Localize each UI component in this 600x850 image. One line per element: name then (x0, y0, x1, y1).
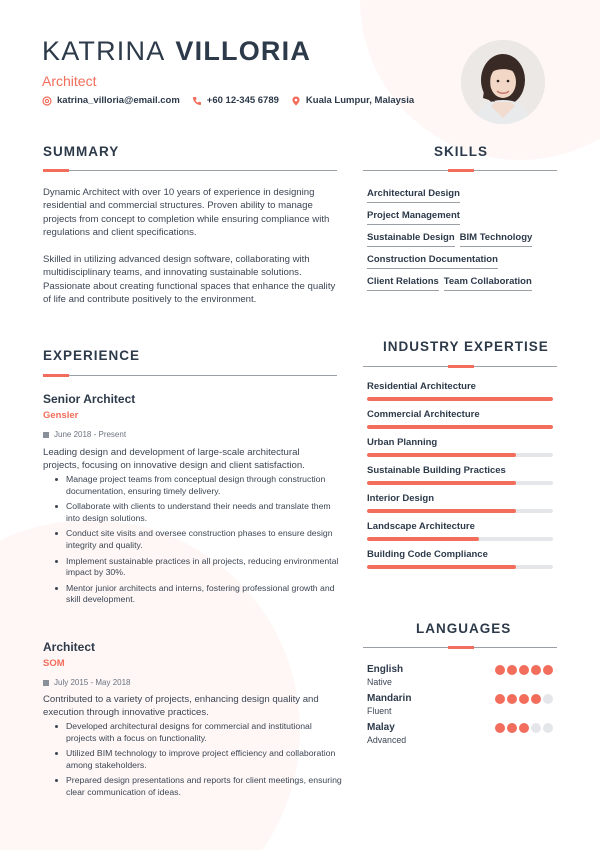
skill-tag: BIM Technology (460, 232, 533, 247)
rating-dot-filled (507, 694, 517, 704)
list-item: Collaborate with clients to understand their needs and translate them into design solutions. (52, 501, 342, 524)
job-dates-text: June 2018 - Present (54, 430, 127, 439)
rating-dot-filled (507, 665, 517, 675)
expertise-label: Urban Planning (367, 437, 438, 448)
rating-dot-empty (531, 723, 541, 733)
rating-dot-empty (543, 694, 553, 704)
summary-accent-bar (43, 169, 69, 172)
list-item: Conduct site visits and oversee construction phases to ensure design integrity and quality. (52, 528, 342, 551)
profile-photo (461, 40, 545, 124)
job-dates (43, 678, 131, 687)
list-item: Manage project teams from conceptual design through construction documentation, ensuring timely delivery. (52, 474, 342, 497)
language-rating (495, 694, 553, 704)
expertise-bar-track (367, 509, 553, 513)
skill-tag: Construction Documentation (367, 254, 498, 269)
company-name: SOM (43, 658, 65, 669)
rating-dot-filled (519, 723, 529, 733)
expertise-item (367, 437, 553, 457)
language-level: Native (367, 677, 392, 687)
list-item: Mentor junior architects and interns, fostering professional growth and skill development. (52, 583, 342, 606)
language-item (367, 693, 555, 716)
expertise-item (367, 409, 553, 429)
expertise-bar-fill (367, 453, 516, 457)
calendar-icon (43, 680, 49, 686)
language-rating (495, 723, 553, 733)
summary-heading: SUMMARY (43, 144, 120, 159)
expertise-label: Commercial Architecture (367, 409, 480, 420)
expertise-heading: INDUSTRY EXPERTISE (383, 339, 549, 354)
at-icon (42, 96, 52, 106)
experience-divider (43, 375, 337, 376)
job-bullets (52, 474, 342, 610)
language-rating (495, 665, 553, 675)
expertise-item (367, 465, 553, 485)
job-description: Leading design and development of large-scale architectural projects, focusing on innovative design and client satisfaction. (43, 447, 305, 472)
expertise-label: Interior Design (367, 493, 435, 504)
summary-paragraph-1: Dynamic Architect with over 10 years of experience in designing residential and commercial structures. Proven ability to manage projects from concept to completion while ensuring compliance with regulations and client specifications. (43, 187, 330, 238)
expertise-label: Sustainable Building Practices (367, 465, 506, 476)
expertise-label: Residential Architecture (367, 381, 476, 392)
expertise-bar-track (367, 397, 553, 401)
expertise-bar-track (367, 453, 553, 457)
job-headline: Architect (42, 73, 97, 89)
expertise-item (367, 549, 553, 569)
rating-dot-empty (543, 723, 553, 733)
expertise-label: Landscape Architecture (367, 521, 475, 532)
list-item: Prepared design presentations and reports for client meetings, ensuring clear communication of ideas. (52, 775, 342, 798)
expertise-item (367, 381, 553, 401)
expertise-bar-fill (367, 481, 516, 485)
rating-dot-filled (495, 694, 505, 704)
location-text: Kuala Lumpur, Malaysia (305, 95, 415, 106)
list-item: Developed architectural designs for commercial and institutional projects with a focus on functionality. (52, 721, 342, 744)
expertise-bar-track (367, 537, 553, 541)
expertise-bar-fill (367, 565, 516, 569)
skill-tag: Project Management (367, 210, 460, 225)
rating-dot-filled (495, 723, 505, 733)
company-name: Gensler (43, 410, 79, 421)
job-description: Contributed to a variety of projects, enhancing design quality and execution through innovative practices. (43, 694, 319, 719)
phone-text: +60 12-345 6789 (206, 95, 279, 106)
expertise-accent-bar (448, 365, 474, 368)
summary-divider (43, 170, 337, 171)
expertise-bar-fill (367, 397, 553, 401)
list-item: Implement sustainable practices in all projects, reducing environmental impact by 30%. (52, 556, 342, 579)
portrait-image (461, 40, 545, 124)
experience-accent-bar (43, 374, 69, 377)
job-bullets (52, 721, 342, 803)
skills-list (367, 188, 562, 291)
skill-tag: Architectural Design (367, 188, 460, 203)
expertise-item (367, 521, 553, 541)
job-dates-text: July 2015 - May 2018 (54, 678, 131, 687)
contact-bar (42, 95, 414, 106)
expertise-bar-fill (367, 425, 553, 429)
job-dates (43, 430, 126, 439)
job-title: Architect (43, 640, 96, 654)
experience-heading: EXPERIENCE (43, 348, 141, 363)
skill-tag: Client Relations (367, 276, 439, 291)
contact-location (291, 95, 414, 106)
rating-dot-filled (495, 665, 505, 675)
expertise-bar-fill (367, 509, 516, 513)
calendar-icon (43, 432, 49, 438)
rating-dot-filled (519, 665, 529, 675)
rating-dot-filled (507, 723, 517, 733)
language-level: Fluent (367, 706, 392, 716)
list-item: Utilized BIM technology to improve project efficiency and collaboration among stakeholders. (52, 748, 342, 771)
phone-icon (192, 96, 202, 106)
contact-email[interactable] (42, 95, 180, 106)
language-name: English (367, 664, 404, 675)
rating-dot-filled (519, 694, 529, 704)
language-name: Malay (367, 722, 395, 733)
expertise-bar-track (367, 565, 553, 569)
expertise-bar-track (367, 425, 553, 429)
first-name: KATRINA (42, 36, 166, 66)
languages-heading: LANGUAGES (416, 621, 512, 636)
email-text: katrina_villoria@email.com (57, 95, 180, 106)
full-name (42, 36, 311, 67)
rating-dot-filled (531, 665, 541, 675)
expertise-bar-track (367, 481, 553, 485)
location-pin-icon (291, 96, 301, 106)
expertise-item (367, 493, 553, 513)
expertise-bar-fill (367, 537, 479, 541)
language-name: Mandarin (367, 693, 412, 704)
last-name: VILLORIA (175, 36, 312, 66)
skill-tag: Team Collaboration (444, 276, 532, 291)
contact-phone[interactable] (192, 95, 279, 106)
rating-dot-filled (543, 665, 553, 675)
rating-dot-filled (531, 694, 541, 704)
skill-tag: Sustainable Design (367, 232, 455, 247)
language-level: Advanced (367, 735, 407, 745)
job-title: Senior Architect (43, 392, 136, 406)
language-item (367, 722, 555, 745)
expertise-label: Building Code Compliance (367, 549, 488, 560)
summary-paragraph-2: Skilled in utilizing advanced design software, collaborating with multidisciplinary teams, and innovating sustainable solutions. Passionate about creating functional spaces that enhance the quality of life and contribute positively to the environment. (43, 254, 336, 305)
skills-accent-bar (448, 169, 474, 172)
language-item (367, 664, 555, 687)
languages-accent-bar (448, 646, 474, 649)
skills-heading: SKILLS (434, 144, 489, 159)
